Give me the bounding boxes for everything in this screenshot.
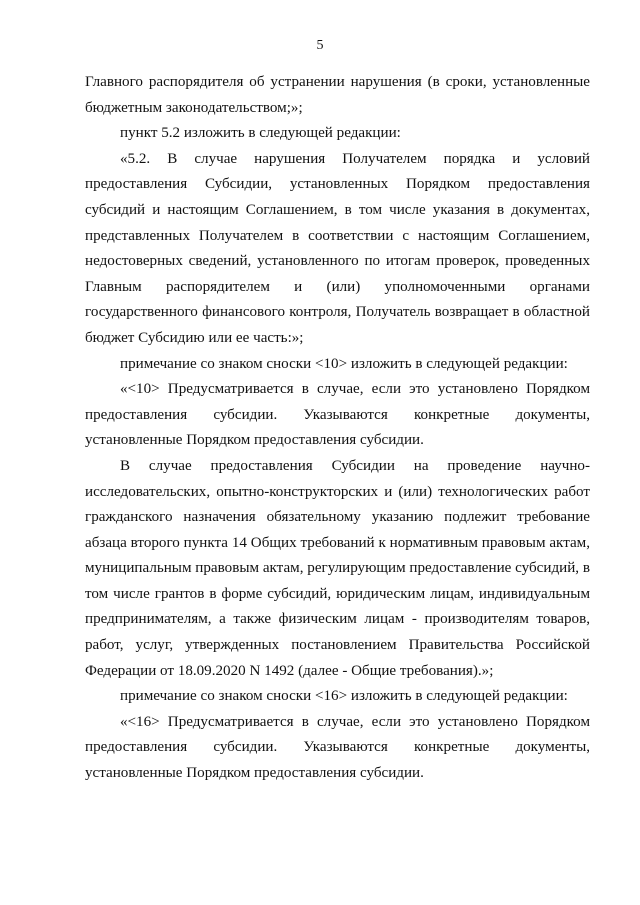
page-number: 5 bbox=[316, 38, 324, 53]
paragraph-instruction-note-10: примечание со знаком сноски <10> изложить в следующей редакции: bbox=[120, 355, 568, 372]
paragraph-continuation: Главного распорядителя об устранении нарушения (в сроки, установленные бюджетным законодательством;»; bbox=[85, 74, 590, 116]
paragraph-clause-5-2: «5.2. В случае нарушения Получателем порядка и условий предоставления Субсидии, установленных Порядком предоставления субсидий и настоящим Соглашением, в том числе указания в документах, представленных Получателем в соответствии с настоящим Соглашением, недостоверных сведений, установленного по итогам проверок, проведенных Главным распорядителем и (или) уполномоченными органами государственного финансового контроля, Получатель возвращает в областной бюджет Субсидию или ее часть:»; bbox=[85, 150, 590, 346]
paragraph-note-16: «<16> Предусматривается в случае, если это установлено Порядком предоставления субсидии. Указываются конкретные документы, установленные Порядком предоставления субсидии. bbox=[85, 713, 590, 782]
paragraph-note-10-continued: В случае предоставления Субсидии на проведение научно-исследовательских, опытно-конструкторских и (или) технологических работ гражданского назначения обязательному указанию подлежит требование абзаца второго пункта 14 Общих требований к нормативным правовым актам, муниципальным правовым актам, регулирующим предоставление субсидий, в том числе грантов в форме субсидий, юридическим лицам, индивидуальным предпринимателям, а также физическим лицам - производителям товаров, работ, услуг, утвержденных постановлением Правительства Российской Федерации от 18.09.2020 N 1492 (далее - Общие требования).»; bbox=[85, 457, 590, 679]
paragraph-instruction-note-16: примечание со знаком сноски <16> изложить в следующей редакции: bbox=[120, 688, 568, 705]
paragraph-instruction-5-2: пункт 5.2 изложить в следующей редакции: bbox=[120, 125, 401, 142]
paragraph-note-10: «<10> Предусматривается в случае, если это установлено Порядком предоставления субсидии. Указываются конкретные документы, установленные Порядком предоставления субсидии. bbox=[85, 381, 590, 449]
document-body bbox=[85, 70, 590, 787]
